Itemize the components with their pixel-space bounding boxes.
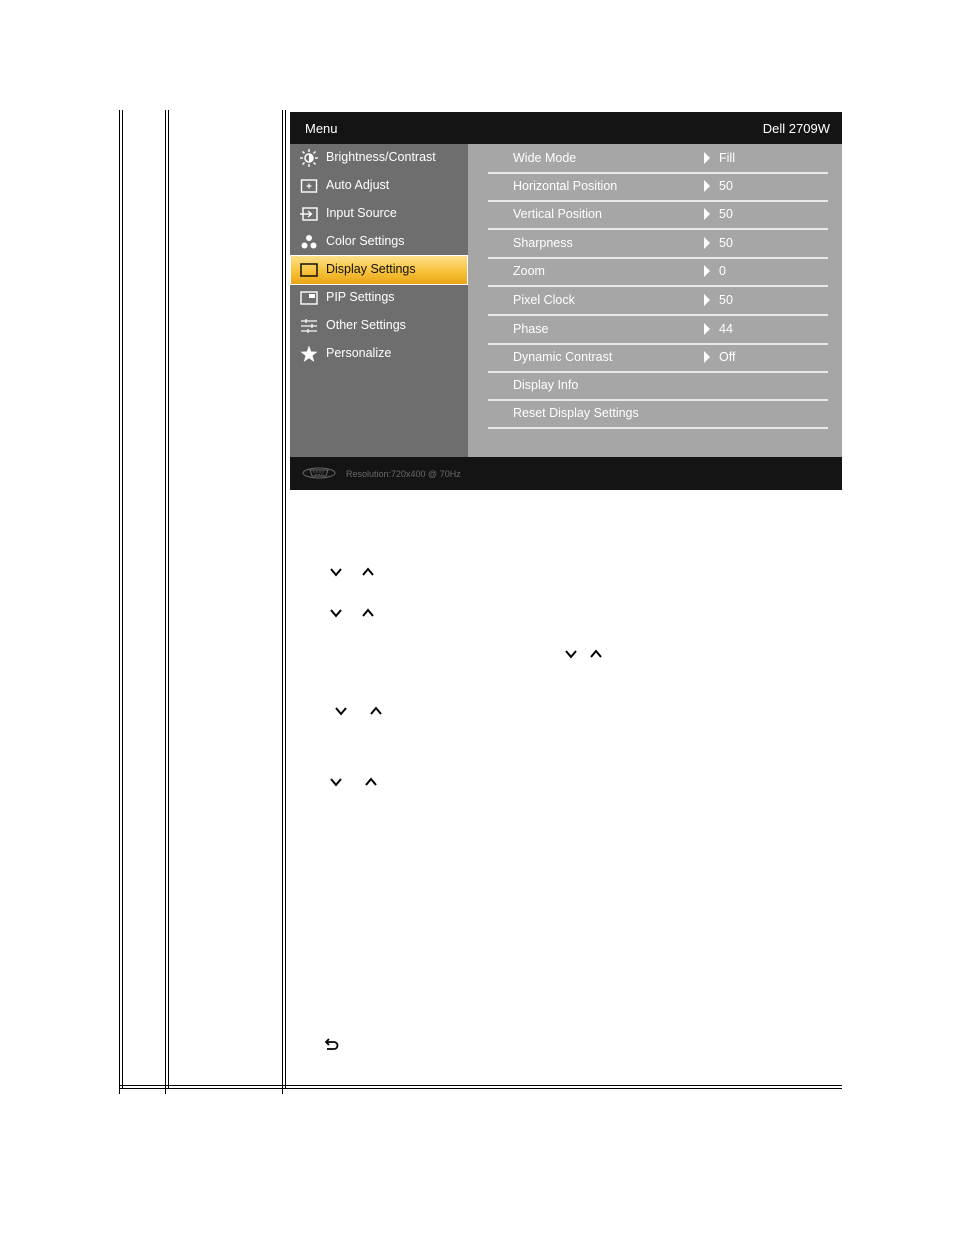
setting-label: Display Info bbox=[513, 378, 579, 392]
chevron-down-icon bbox=[564, 648, 578, 660]
osd-header bbox=[290, 112, 842, 144]
table-border-left-inner bbox=[122, 110, 123, 1088]
setting-pixel-clock[interactable] bbox=[488, 286, 828, 316]
brightness-icon bbox=[300, 149, 318, 167]
menu-item-label: PIP Settings bbox=[326, 290, 395, 304]
chevron-up-icon bbox=[589, 648, 603, 660]
setting-value: 50 bbox=[719, 179, 733, 193]
chevron-down-icon bbox=[329, 607, 343, 619]
arrow-right-icon bbox=[704, 351, 710, 363]
auto-adjust-icon bbox=[300, 177, 318, 195]
arrow-right-icon bbox=[704, 237, 710, 249]
chevron-up-icon bbox=[364, 776, 378, 788]
menu-item-label: Input Source bbox=[326, 206, 397, 220]
menu-item-label: Display Settings bbox=[326, 262, 416, 276]
chevron-up-icon bbox=[361, 607, 375, 619]
table-column-divider-2 bbox=[282, 110, 283, 1094]
setting-value: 0 bbox=[719, 264, 726, 278]
back-arrow-icon bbox=[323, 1037, 339, 1051]
table-border-bottom-2 bbox=[119, 1088, 842, 1089]
setting-label: Phase bbox=[513, 322, 549, 336]
menu-item-brightness-contrast[interactable] bbox=[290, 144, 468, 172]
osd-menu bbox=[290, 112, 842, 490]
table-column-divider-1 bbox=[165, 110, 166, 1094]
setting-value: Fill bbox=[719, 151, 735, 165]
color-settings-icon bbox=[300, 233, 318, 251]
menu-item-personalize[interactable] bbox=[290, 340, 468, 368]
menu-item-label: Brightness/Contrast bbox=[326, 150, 436, 164]
setting-reset-display-settings[interactable] bbox=[488, 399, 828, 429]
setting-label: Horizontal Position bbox=[513, 179, 618, 193]
menu-item-label: Auto Adjust bbox=[326, 178, 390, 192]
arrow-right-icon bbox=[704, 180, 710, 192]
arrow-right-icon bbox=[704, 294, 710, 306]
setting-label: Sharpness bbox=[513, 236, 573, 250]
resolution-status: Resolution:720x400 @ 70Hz bbox=[346, 469, 461, 479]
setting-phase[interactable] bbox=[488, 315, 828, 345]
menu-item-label: Other Settings bbox=[326, 318, 406, 332]
setting-dynamic-contrast[interactable] bbox=[488, 343, 828, 373]
pip-icon bbox=[300, 289, 318, 307]
input-source-icon bbox=[300, 205, 318, 223]
menu-item-label: Color Settings bbox=[326, 234, 405, 248]
setting-display-info[interactable] bbox=[488, 371, 828, 401]
main-menu-list bbox=[290, 144, 468, 457]
arrow-right-icon bbox=[704, 323, 710, 335]
setting-label: Reset Display Settings bbox=[513, 406, 639, 420]
menu-item-other-settings[interactable] bbox=[290, 312, 468, 340]
menu-title: Menu bbox=[305, 121, 338, 136]
vga-connector-icon bbox=[302, 467, 336, 479]
table-column-divider-1b bbox=[168, 110, 169, 1088]
setting-label: Dynamic Contrast bbox=[513, 350, 613, 364]
chevron-down-icon bbox=[329, 566, 343, 578]
display-settings-icon bbox=[300, 261, 318, 279]
setting-value: 50 bbox=[719, 207, 733, 221]
chevron-up-icon bbox=[361, 566, 375, 578]
setting-value: Off bbox=[719, 350, 736, 364]
setting-label: Pixel Clock bbox=[513, 293, 575, 307]
setting-value: 50 bbox=[719, 236, 733, 250]
setting-label: Vertical Position bbox=[513, 207, 602, 221]
star-icon bbox=[300, 345, 318, 363]
chevron-down-icon bbox=[334, 705, 348, 717]
table-border-left-outer bbox=[119, 110, 120, 1094]
model-name: Dell 2709W bbox=[762, 121, 830, 136]
menu-item-label: Personalize bbox=[326, 346, 392, 360]
setting-vertical-position[interactable] bbox=[488, 200, 828, 230]
sliders-icon bbox=[300, 317, 318, 335]
arrow-right-icon bbox=[704, 265, 710, 277]
menu-item-display-settings[interactable] bbox=[291, 256, 467, 284]
arrow-right-icon bbox=[704, 152, 710, 164]
setting-label: Wide Mode bbox=[513, 151, 577, 165]
setting-zoom[interactable] bbox=[488, 257, 828, 287]
setting-sharpness[interactable] bbox=[488, 229, 828, 259]
setting-label: Zoom bbox=[513, 264, 545, 278]
setting-value: 44 bbox=[719, 322, 733, 336]
setting-horizontal-position[interactable] bbox=[488, 172, 828, 202]
menu-item-color-settings[interactable] bbox=[290, 228, 468, 256]
menu-item-pip-settings[interactable] bbox=[290, 284, 468, 312]
setting-wide-mode[interactable] bbox=[488, 144, 828, 174]
setting-value: 50 bbox=[719, 293, 733, 307]
table-border-bottom bbox=[119, 1085, 842, 1086]
table-column-divider-2b bbox=[285, 110, 286, 1088]
chevron-down-icon bbox=[329, 776, 343, 788]
display-settings-submenu bbox=[468, 144, 842, 457]
osd-footer bbox=[290, 457, 842, 490]
menu-item-auto-adjust[interactable] bbox=[290, 172, 468, 200]
arrow-right-icon bbox=[704, 208, 710, 220]
menu-item-input-source[interactable] bbox=[290, 200, 468, 228]
chevron-up-icon bbox=[369, 705, 383, 717]
